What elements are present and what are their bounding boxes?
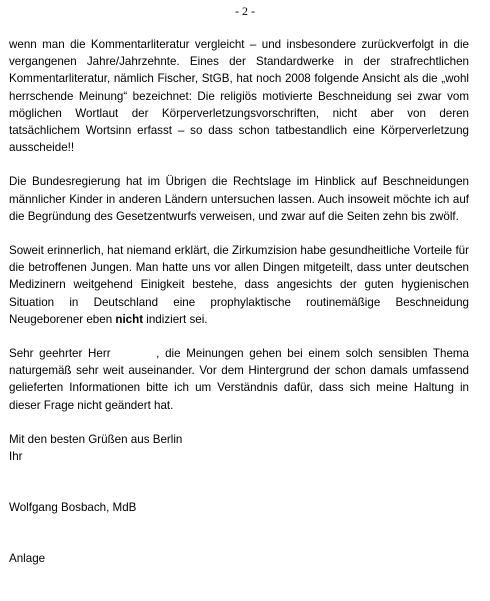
closing-block (9, 431, 469, 465)
paragraph-3 (9, 242, 469, 328)
paragraph-3-text-end: indiziert sei. (143, 312, 208, 326)
paragraph-2: Die Bundesregierung hat im Übrigen die Rechtslage im Hinblick auf Beschneidungen männlicher Kinder in anderen Ländern untersuchen lassen. Auch insoweit möchte ich auf die Begründung des Gesetzentwurfs verweisen, und zwar auf die Seiten zehn bis zwölf. (9, 175, 469, 223)
paragraph-3-text-start: Soweit erinnerlich, hat niemand erklärt, die Zirkumzision habe gesundheitliche Vorteile für die betroffenen Jungen. Man hatte uns vor allen Dingen mitgeteilt, dass unter deutschen Medizinern weitgehend Einigkeit bestehe, dass angesichts der guten hygienischen Situation in Deutschland eine prophylaktische routinemäßige Beschneidung Neugeborener eben (9, 244, 469, 326)
signature-name: Wolfgang Bosbach, MdB (9, 501, 137, 515)
letter-body (9, 36, 473, 568)
paragraph-3-emphasis: nicht (115, 312, 144, 326)
attachment-label: Anlage (9, 552, 46, 566)
closing-sign-off: Ihr (9, 450, 23, 464)
closing-greeting: Mit den besten Grüßen aus Berlin (9, 432, 183, 446)
paragraph-4: Sehr geehrter Herr , die Meinungen gehen bei einem solch sensiblen Thema naturgemäß sehr weit auseinander. Vor dem Hintergrund der schon damals umfassend gelieferten Informationen bitte ich um Verständnis dafür, dass sich meine Haltung in dieser Frage nicht geändert hat. (9, 347, 473, 412)
page-number: - 2 - (235, 4, 255, 18)
paragraph-1: wenn man die Kommentarliteratur vergleicht – und insbesondere zurückverfolgt in die vergangenen Jahre/Jahrzehnte. Eines der Standardwerke in der strafrechtlichen Kommentarliteratur, nämlich Fischer, StGB, hat noch 2008 folgende Ansicht als die „wohl herrschende Meinung“ bezeichnet: Die religiös motivierte Beschneidung sei zwar vom möglichen Wortlaut der Körperverletzungsvorschriften, nicht aber von deren tatsächlichem Wortsinn erfasst – so dass schon tatbestandlich eine Körperverletzung ausscheide!! (9, 38, 469, 155)
